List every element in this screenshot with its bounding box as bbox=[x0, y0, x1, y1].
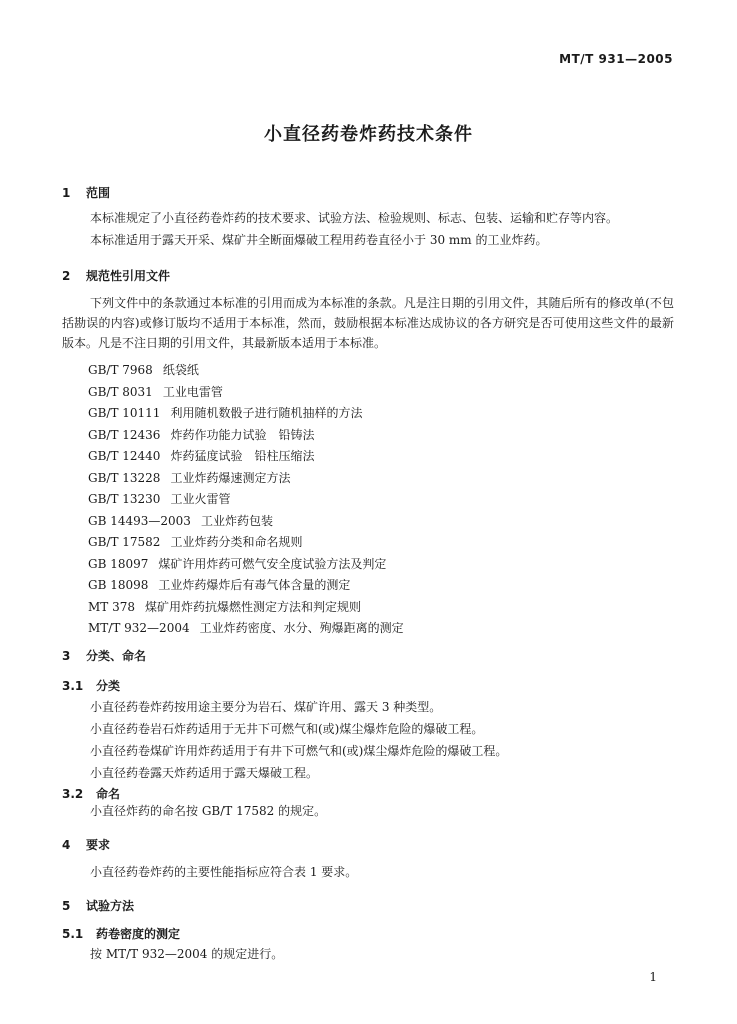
section-title: 药卷密度的测定 bbox=[96, 927, 181, 941]
section-title: 命名 bbox=[96, 787, 121, 801]
reference-item bbox=[88, 360, 404, 382]
section-number: 3.1 bbox=[62, 679, 84, 693]
document-title: 小直径药卷炸药技术条件 bbox=[264, 124, 473, 145]
page-number: 1 bbox=[649, 970, 657, 984]
reference-title: 炸药猛度试验 铅柱压缩法 bbox=[170, 449, 315, 463]
reference-item bbox=[88, 468, 404, 490]
reference-title: 工业炸药爆速测定方法 bbox=[170, 470, 291, 485]
section-title: 范围 bbox=[86, 186, 111, 200]
section-number: 1 bbox=[62, 186, 71, 200]
reference-item bbox=[88, 618, 404, 640]
reference-code: MT/T 932—2004 bbox=[88, 621, 190, 635]
section-number: 4 bbox=[62, 838, 71, 852]
classification-line: 小直径药卷煤矿许用炸药适用于有井下可燃气和(或)煤尘爆炸危险的爆破工程。 bbox=[90, 744, 508, 758]
reference-title: 工业炸药分类和命名规则 bbox=[170, 535, 303, 549]
reference-code: GB/T 7968 bbox=[88, 363, 153, 377]
reference-code: GB/T 13230 bbox=[88, 492, 161, 506]
section-title: 分类 bbox=[96, 679, 121, 693]
reference-item bbox=[88, 403, 404, 425]
reference-code: GB/T 13228 bbox=[88, 470, 161, 485]
reference-code: GB 18098 bbox=[88, 578, 149, 592]
section-number: 2 bbox=[62, 269, 71, 283]
reference-code: GB 14493—2003 bbox=[88, 513, 191, 528]
classification-line: 小直径药卷露天炸药适用于露天爆破工程。 bbox=[90, 766, 319, 780]
reference-code: GB/T 17582 bbox=[88, 535, 161, 549]
classification-line: 小直径药卷岩石炸药适用于无井下可燃气和(或)煤尘爆炸危险的爆破工程。 bbox=[90, 722, 484, 736]
reference-item bbox=[88, 554, 404, 576]
section-1-heading bbox=[62, 184, 110, 201]
section-3-2-heading bbox=[62, 785, 120, 802]
reference-title: 工业炸药包装 bbox=[200, 513, 273, 528]
density-test-text: 按 MT/T 932—2004 的规定进行。 bbox=[90, 947, 284, 961]
reference-item bbox=[88, 532, 404, 554]
section-number: 5.1 bbox=[62, 927, 84, 941]
section-2-heading bbox=[62, 267, 170, 284]
reference-title: 工业火雷管 bbox=[170, 492, 231, 506]
section-number: 5 bbox=[62, 899, 71, 913]
reference-title: 炸药作功能力试验 铅铸法 bbox=[170, 427, 315, 442]
section-title: 规范性引用文件 bbox=[86, 269, 171, 283]
reference-title: 利用随机数骰子进行随机抽样的方法 bbox=[170, 406, 363, 420]
reference-item bbox=[88, 425, 404, 447]
section-4-heading bbox=[62, 836, 110, 853]
reference-title: 纸袋纸 bbox=[162, 363, 199, 377]
section-3-1-heading bbox=[62, 677, 120, 694]
section-2-paragraph: 下列文件中的条款通过本标准的引用而成为本标准的条款。凡是注日期的引用文件，其随后所有的修改单(不包括勘误的内容)或修订版均不适用于本标准，然而，鼓励根据本标准达成协议的各方研究是否可使用这些文件的最新版本。凡是不注日期的引用文件，其最新版本适用于本标准。 bbox=[62, 296, 674, 350]
section-5-1-heading bbox=[62, 925, 180, 942]
reference-title: 煤矿许用炸药可燃气安全度试验方法及判定 bbox=[158, 556, 387, 571]
section-1-para-2: 本标准适用于露天开采、煤矿井全断面爆破工程用药卷直径小于 30 mm 的工业炸药。 bbox=[90, 233, 548, 247]
section-5-heading bbox=[62, 897, 134, 914]
reference-title: 工业炸药密度、水分、殉爆距离的测定 bbox=[199, 621, 404, 635]
reference-code: GB/T 8031 bbox=[88, 384, 153, 399]
normative-references-list bbox=[88, 360, 404, 640]
reference-item bbox=[88, 575, 404, 597]
reference-code: GB 18097 bbox=[88, 556, 149, 571]
section-number: 3.2 bbox=[62, 787, 84, 801]
reference-code: GB/T 10111 bbox=[88, 406, 161, 420]
section-1-para-1: 本标准规定了小直径药卷炸药的技术要求、试验方法、检验规则、标志、包装、运输和贮存等内容。 bbox=[90, 211, 619, 225]
reference-code: GB/T 12440 bbox=[88, 449, 161, 463]
classification-line: 小直径药卷炸药按用途主要分为岩石、煤矿许用、露天 3 种类型。 bbox=[90, 700, 442, 714]
reference-item bbox=[88, 511, 404, 533]
standard-code: MT/T 931—2005 bbox=[559, 52, 673, 66]
reference-item bbox=[88, 446, 404, 468]
section-title: 要求 bbox=[86, 838, 111, 852]
section-title: 试验方法 bbox=[86, 899, 135, 913]
naming-text: 小直径炸药的命名按 GB/T 17582 的规定。 bbox=[90, 804, 327, 818]
section-title: 分类、命名 bbox=[86, 649, 147, 663]
reference-title: 煤矿用炸药抗爆燃性测定方法和判定规则 bbox=[145, 599, 362, 614]
reference-code: GB/T 12436 bbox=[88, 427, 161, 442]
reference-code: MT 378 bbox=[88, 599, 136, 614]
reference-title: 工业电雷管 bbox=[162, 384, 223, 399]
reference-item bbox=[88, 597, 404, 619]
section-number: 3 bbox=[62, 649, 71, 663]
reference-title: 工业炸药爆炸后有毒气体含量的测定 bbox=[158, 578, 351, 592]
reference-item bbox=[88, 382, 404, 404]
section-3-heading bbox=[62, 647, 146, 664]
reference-item bbox=[88, 489, 404, 511]
requirements-text: 小直径药卷炸药的主要性能指标应符合表 1 要求。 bbox=[90, 865, 358, 879]
